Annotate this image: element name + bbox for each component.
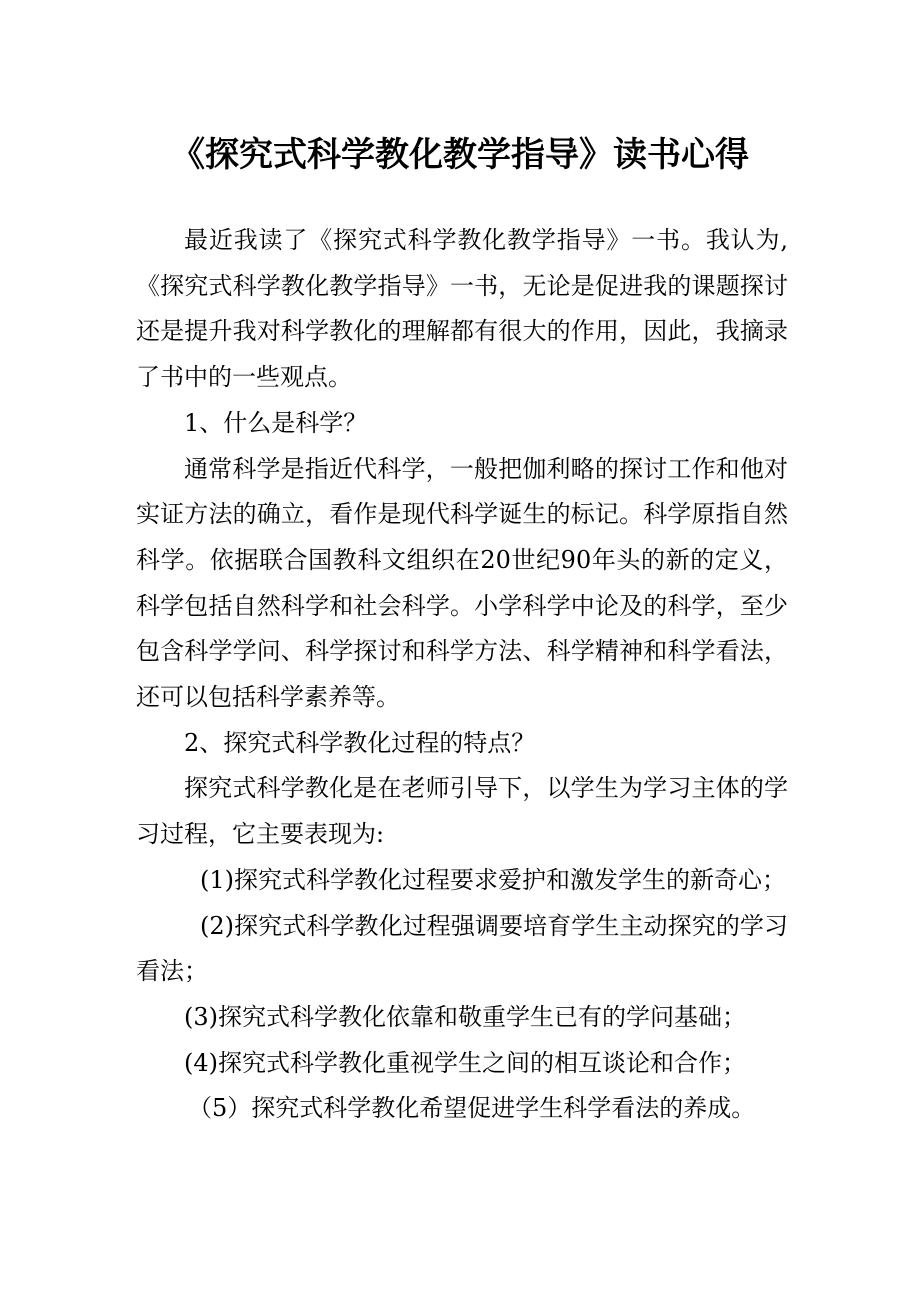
list-item: （5）探究式科学教化希望促进学生科学看法的养成。 [188,1094,756,1123]
question-heading-1: 1、什么是科学？ [184,408,368,437]
question-heading-2: 2、探究式科学教化过程的特点？ [184,728,536,757]
document-title: 《探究式科学教化教学指导》读书心得 [171,134,749,175]
document-body [136,218,788,1132]
intro-paragraph: 最近我读了《探究式科学教化教学指导》一书。我认为,《探究式科学教化教学指导》一书，无论是促进我的课题探讨还是提升我对科学教化的理解都有很大的作用，因此，我摘录了书中的一些观点。 [136,226,788,392]
inquiry-process-paragraph: 探究式科学教化是在老师引导下，以学生为学习主体的学习过程，它主要表现为: [136,774,788,849]
list-item: (3)探究式科学教化依靠和敬重学生已有的学问基础； [184,1002,746,1031]
list-item: (1)探究式科学教化过程要求爱护和激发学生的新奇心； [200,865,786,894]
science-definition-paragraph: 通常科学是指近代科学，一般把伽利略的探讨工作和他对实证方法的确立，看作是现代科学诞生的标记。科学原指自然科学。依据联合国教科文组织在20世纪90年头的新的定义，科学包括自然科学和社会科学。小学科学中论及的科学，至少包含科学学问、科学探讨和科学方法、科学精神和科学看法，还可以包括科学素养等。 [136,454,788,712]
list-item: (4)探究式科学教化重视学生之间的相互谈论和合作； [184,1048,746,1077]
list-item: (2)探究式科学教化过程强调要培育学生主动探究的学习看法； [136,911,788,986]
